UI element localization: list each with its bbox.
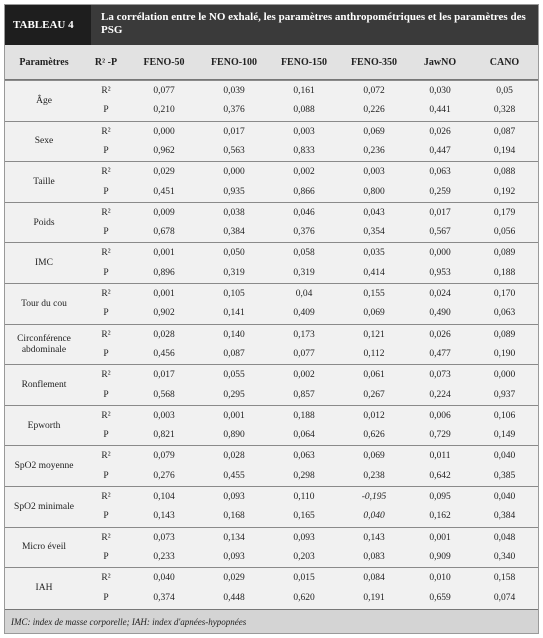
value-cell: 0,026 bbox=[429, 126, 451, 137]
value-cell: 0,058 bbox=[293, 248, 315, 259]
value-cell: 0,030 bbox=[429, 86, 451, 96]
table-row bbox=[5, 567, 538, 593]
stat-type-cell: R² bbox=[101, 370, 111, 381]
table-row bbox=[5, 100, 538, 120]
table-body bbox=[5, 80, 538, 608]
value-cell: 0,010 bbox=[429, 573, 451, 584]
value-cell: 0,161 bbox=[293, 86, 315, 96]
value-cell: 0,000 bbox=[153, 126, 175, 137]
value-cell: 0,319 bbox=[223, 267, 245, 278]
value-cell: 0,079 bbox=[153, 451, 175, 462]
value-cell: 0,026 bbox=[429, 329, 451, 340]
value-cell: 0,620 bbox=[293, 592, 315, 603]
value-cell: 0,017 bbox=[153, 370, 175, 381]
stat-type-cell: P bbox=[103, 105, 109, 116]
stat-type-cell: R² bbox=[101, 573, 111, 584]
table-row bbox=[5, 202, 538, 228]
param-label: Ronflement bbox=[21, 379, 67, 390]
table-frame bbox=[4, 4, 539, 634]
value-cell: 0,374 bbox=[153, 592, 175, 603]
value-cell: 0,866 bbox=[293, 186, 315, 197]
value-cell: 0,962 bbox=[153, 145, 175, 156]
param-label: Circonférence abdominale bbox=[17, 333, 71, 355]
table-row bbox=[5, 222, 538, 242]
value-cell: 0,165 bbox=[293, 511, 315, 522]
param-label: Poids bbox=[33, 217, 55, 228]
table-row bbox=[5, 121, 538, 147]
param-label: SpO2 minimale bbox=[14, 501, 74, 512]
value-cell: 0,011 bbox=[429, 451, 451, 462]
param-label: Sexe bbox=[34, 136, 54, 147]
stat-type-cell: P bbox=[103, 308, 109, 319]
value-cell: 0,354 bbox=[363, 227, 385, 238]
value-cell: 0,328 bbox=[493, 105, 516, 116]
value-cell: 0,179 bbox=[493, 207, 516, 218]
stat-type-cell: R² bbox=[101, 207, 111, 218]
value-cell: 0,210 bbox=[153, 105, 175, 116]
value-cell: 0,143 bbox=[363, 532, 385, 543]
value-cell: 0,095 bbox=[429, 492, 451, 502]
table-row bbox=[5, 466, 538, 486]
value-cell: 0,238 bbox=[363, 470, 385, 481]
value-cell: 0,063 bbox=[429, 167, 451, 178]
value-cell: 0,017 bbox=[429, 207, 451, 218]
value-cell: 0,188 bbox=[293, 410, 315, 421]
table-row bbox=[5, 445, 538, 472]
value-cell: 0,188 bbox=[493, 267, 516, 278]
value-cell: 0,073 bbox=[153, 532, 175, 543]
value-cell: 0,001 bbox=[223, 410, 245, 421]
value-cell: 0,441 bbox=[429, 105, 451, 116]
value-cell: 0,040 bbox=[363, 511, 385, 522]
value-cell: 0,448 bbox=[223, 592, 245, 603]
header-feno50: FENO-50 bbox=[143, 56, 185, 68]
table-row bbox=[5, 506, 538, 526]
value-cell: 0,012 bbox=[363, 410, 385, 421]
value-cell: 0,028 bbox=[223, 451, 245, 462]
table-tag: TABLEAU 4 bbox=[5, 5, 91, 45]
value-cell: 0,409 bbox=[293, 308, 315, 319]
stat-type-cell: P bbox=[103, 389, 109, 400]
value-cell: 0,056 bbox=[493, 227, 516, 238]
value-cell: 0,456 bbox=[153, 348, 175, 359]
stat-type-cell: P bbox=[103, 511, 109, 522]
value-cell: 0,376 bbox=[293, 227, 315, 238]
value-cell: 0,061 bbox=[363, 370, 385, 381]
value-cell: 0,134 bbox=[223, 532, 245, 543]
table-row bbox=[5, 80, 538, 106]
value-cell: 0,003 bbox=[293, 126, 315, 137]
value-cell: 0,384 bbox=[493, 511, 516, 522]
value-cell: 0,002 bbox=[293, 167, 315, 178]
value-cell: 0,046 bbox=[293, 207, 315, 218]
value-cell: 0,009 bbox=[153, 207, 175, 218]
table-row bbox=[5, 283, 538, 309]
value-cell: 0,203 bbox=[293, 551, 315, 562]
value-cell: 0,063 bbox=[293, 451, 315, 462]
value-cell: 0,093 bbox=[293, 532, 315, 543]
value-cell: 0,490 bbox=[429, 308, 451, 319]
header-row bbox=[5, 45, 538, 80]
value-cell: 0,093 bbox=[223, 492, 245, 502]
value-cell: 0,000 bbox=[223, 167, 245, 178]
value-cell: 0,729 bbox=[429, 430, 451, 441]
table-row bbox=[5, 425, 538, 445]
stat-type-cell: R² bbox=[101, 492, 111, 502]
value-cell: 0,477 bbox=[429, 348, 451, 359]
value-cell: 0,001 bbox=[153, 248, 175, 259]
header-param: Paramètres bbox=[19, 56, 69, 68]
param-label: Epworth bbox=[27, 420, 61, 431]
value-cell: 0,678 bbox=[153, 227, 175, 238]
value-cell: 0,024 bbox=[429, 289, 451, 299]
value-cell: 0,110 bbox=[293, 492, 315, 502]
stat-type-cell: R² bbox=[101, 248, 111, 259]
value-cell: 0,035 bbox=[363, 248, 385, 259]
value-cell: 0,568 bbox=[153, 389, 175, 400]
value-cell: 0,384 bbox=[223, 227, 245, 238]
stat-type-cell: P bbox=[103, 551, 109, 562]
param-label: Taille bbox=[33, 176, 55, 187]
stat-type-cell: R² bbox=[101, 329, 111, 340]
value-cell: 0,002 bbox=[293, 370, 315, 381]
value-cell: 0,233 bbox=[153, 551, 175, 562]
value-cell: 0,340 bbox=[493, 551, 516, 562]
value-cell: 0,857 bbox=[293, 389, 315, 400]
value-cell: 0,043 bbox=[363, 207, 385, 218]
value-cell: 0,04 bbox=[295, 289, 313, 299]
table-row bbox=[5, 486, 538, 512]
value-cell: 0,077 bbox=[153, 86, 175, 96]
value-cell: 0,821 bbox=[153, 430, 175, 441]
value-cell: 0,902 bbox=[153, 308, 175, 319]
value-cell: 0,659 bbox=[429, 592, 451, 603]
value-cell: 0,074 bbox=[493, 592, 516, 603]
header-jawno: JawNO bbox=[423, 56, 457, 68]
param-label: Micro éveil bbox=[21, 542, 67, 553]
value-cell: 0,000 bbox=[493, 370, 516, 381]
value-cell: 0,168 bbox=[223, 511, 245, 522]
stat-type-cell: P bbox=[103, 267, 109, 278]
value-cell: 0,05 bbox=[496, 86, 513, 96]
table-title: La corrélation entre le NO exhalé, les paramètres anthropométriques et les paramètres des PSG bbox=[101, 11, 526, 36]
value-cell: 0,896 bbox=[153, 267, 175, 278]
table-row bbox=[5, 182, 538, 202]
value-cell: 0,001 bbox=[429, 532, 451, 543]
param-label: IMC bbox=[35, 258, 53, 269]
header-feno150: FENO-150 bbox=[280, 56, 328, 68]
stat-type-cell: R² bbox=[101, 451, 111, 462]
stat-type-cell: R² bbox=[101, 532, 111, 543]
table-row bbox=[5, 588, 538, 608]
header-feno350: FENO-350 bbox=[350, 56, 398, 68]
value-cell: 0,050 bbox=[223, 248, 245, 259]
value-cell: 0,414 bbox=[363, 267, 385, 278]
value-cell: 0,039 bbox=[223, 86, 245, 96]
table-row bbox=[5, 242, 538, 269]
value-cell: 0,143 bbox=[153, 511, 175, 522]
value-cell: 0,447 bbox=[429, 145, 451, 156]
table-row bbox=[5, 161, 538, 187]
header-feno100: FENO-100 bbox=[210, 56, 258, 68]
value-cell: 0,121 bbox=[363, 329, 385, 340]
value-cell: 0,155 bbox=[363, 289, 385, 299]
value-cell: 0,158 bbox=[493, 573, 516, 584]
stat-type-cell: P bbox=[103, 348, 109, 359]
table-row bbox=[5, 547, 538, 567]
table-footnote: IMC: index de masse corporelle; IAH: index d'apnées-hypopnées bbox=[5, 609, 538, 633]
stat-type-cell: R² bbox=[101, 126, 111, 137]
value-cell: 0,017 bbox=[223, 126, 245, 137]
value-cell: 0,001 bbox=[153, 289, 175, 299]
value-cell: 0,224 bbox=[429, 389, 451, 400]
value-cell: 0,093 bbox=[223, 551, 245, 562]
table-title-bar bbox=[5, 5, 538, 45]
value-cell: 0,909 bbox=[429, 551, 451, 562]
value-cell: 0,935 bbox=[223, 186, 245, 197]
header-r2p: R² -P bbox=[94, 56, 118, 68]
value-cell: 0,149 bbox=[493, 430, 516, 441]
value-cell: 0,162 bbox=[429, 511, 451, 522]
table-row bbox=[5, 344, 538, 364]
value-cell: 0,276 bbox=[153, 470, 175, 481]
value-cell: 0,141 bbox=[223, 308, 245, 319]
value-cell: 0,295 bbox=[223, 389, 245, 400]
value-cell: 0,087 bbox=[223, 348, 245, 359]
stat-type-cell: R² bbox=[101, 289, 111, 299]
value-cell: 0,055 bbox=[223, 370, 245, 381]
value-cell: 0,937 bbox=[493, 389, 516, 400]
stat-type-cell: P bbox=[103, 470, 109, 481]
value-cell: 0,140 bbox=[223, 329, 245, 340]
stat-type-cell: R² bbox=[101, 167, 111, 178]
header-cano: CANO bbox=[489, 56, 520, 68]
value-cell: 0,642 bbox=[429, 470, 451, 481]
value-cell: 0,063 bbox=[493, 308, 516, 319]
table-row bbox=[5, 364, 538, 390]
value-cell: 0,626 bbox=[363, 430, 385, 441]
value-cell: 0,105 bbox=[223, 289, 245, 299]
value-cell: 0,040 bbox=[493, 492, 516, 502]
value-cell: 0,236 bbox=[363, 145, 385, 156]
value-cell: 0,385 bbox=[493, 470, 516, 481]
value-cell: 0,170 bbox=[493, 289, 516, 299]
value-cell: 0,104 bbox=[153, 492, 175, 502]
value-cell: 0,088 bbox=[493, 167, 516, 178]
value-cell: 0,089 bbox=[493, 248, 516, 259]
value-cell: 0,069 bbox=[363, 308, 385, 319]
param-label: Âge bbox=[36, 95, 52, 106]
value-cell: 0,077 bbox=[293, 348, 315, 359]
value-cell: 0,006 bbox=[429, 410, 451, 421]
value-cell: 0,194 bbox=[493, 145, 516, 156]
value-cell: 0,040 bbox=[493, 451, 516, 462]
value-cell: -0,195 bbox=[361, 492, 387, 502]
value-cell: 0,072 bbox=[363, 86, 385, 96]
value-cell: 0,953 bbox=[429, 267, 451, 278]
stat-type-cell: P bbox=[103, 145, 109, 156]
table-row bbox=[5, 141, 538, 161]
value-cell: 0,069 bbox=[363, 126, 385, 137]
value-cell: 0,173 bbox=[293, 329, 315, 340]
value-cell: 0,040 bbox=[153, 573, 175, 584]
value-cell: 0,003 bbox=[363, 167, 385, 178]
value-cell: 0,029 bbox=[223, 573, 245, 584]
value-cell: 0,226 bbox=[363, 105, 385, 116]
value-cell: 0,455 bbox=[223, 470, 245, 481]
value-cell: 0,567 bbox=[429, 227, 451, 238]
value-cell: 0,048 bbox=[493, 532, 516, 543]
value-cell: 0,112 bbox=[363, 348, 385, 359]
table-row bbox=[5, 527, 538, 553]
value-cell: 0,890 bbox=[223, 430, 245, 441]
stat-type-cell: P bbox=[103, 186, 109, 197]
value-cell: 0,190 bbox=[493, 348, 516, 359]
value-cell: 0,028 bbox=[153, 329, 175, 340]
value-cell: 0,088 bbox=[293, 105, 315, 116]
table-row bbox=[5, 385, 538, 405]
table-row bbox=[5, 405, 538, 431]
value-cell: 0,029 bbox=[153, 167, 175, 178]
param-label: IAH bbox=[35, 582, 53, 593]
value-cell: 0,267 bbox=[363, 389, 385, 400]
param-label: SpO2 moyenne bbox=[14, 461, 74, 472]
value-cell: 0,087 bbox=[493, 126, 516, 137]
value-cell: 0,833 bbox=[293, 145, 315, 156]
table-row bbox=[5, 303, 538, 323]
value-cell: 0,191 bbox=[363, 592, 385, 603]
param-label: Tour du cou bbox=[21, 298, 67, 309]
stat-type-cell: P bbox=[103, 430, 109, 441]
stat-type-cell: P bbox=[103, 227, 109, 238]
value-cell: 0,298 bbox=[293, 470, 315, 481]
value-cell: 0,451 bbox=[153, 186, 175, 197]
value-cell: 0,319 bbox=[293, 267, 315, 278]
value-cell: 0,089 bbox=[493, 329, 516, 340]
value-cell: 0,106 bbox=[493, 410, 516, 421]
value-cell: 0,069 bbox=[363, 451, 385, 462]
value-cell: 0,073 bbox=[429, 370, 451, 381]
value-cell: 0,064 bbox=[293, 430, 315, 441]
value-cell: 0,563 bbox=[223, 145, 245, 156]
stat-type-cell: R² bbox=[101, 410, 111, 421]
value-cell: 0,259 bbox=[429, 186, 451, 197]
value-cell: 0,084 bbox=[363, 573, 385, 584]
stat-type-cell: R² bbox=[101, 86, 111, 96]
value-cell: 0,015 bbox=[293, 573, 315, 584]
value-cell: 0,003 bbox=[153, 410, 175, 421]
value-cell: 0,083 bbox=[363, 551, 385, 562]
table-row bbox=[5, 263, 538, 283]
value-cell: 0,038 bbox=[223, 207, 245, 218]
value-cell: 0,800 bbox=[363, 186, 385, 197]
value-cell: 0,376 bbox=[223, 105, 245, 116]
value-cell: 0,000 bbox=[429, 248, 451, 259]
value-cell: 0,192 bbox=[493, 186, 516, 197]
stat-type-cell: P bbox=[103, 592, 109, 603]
